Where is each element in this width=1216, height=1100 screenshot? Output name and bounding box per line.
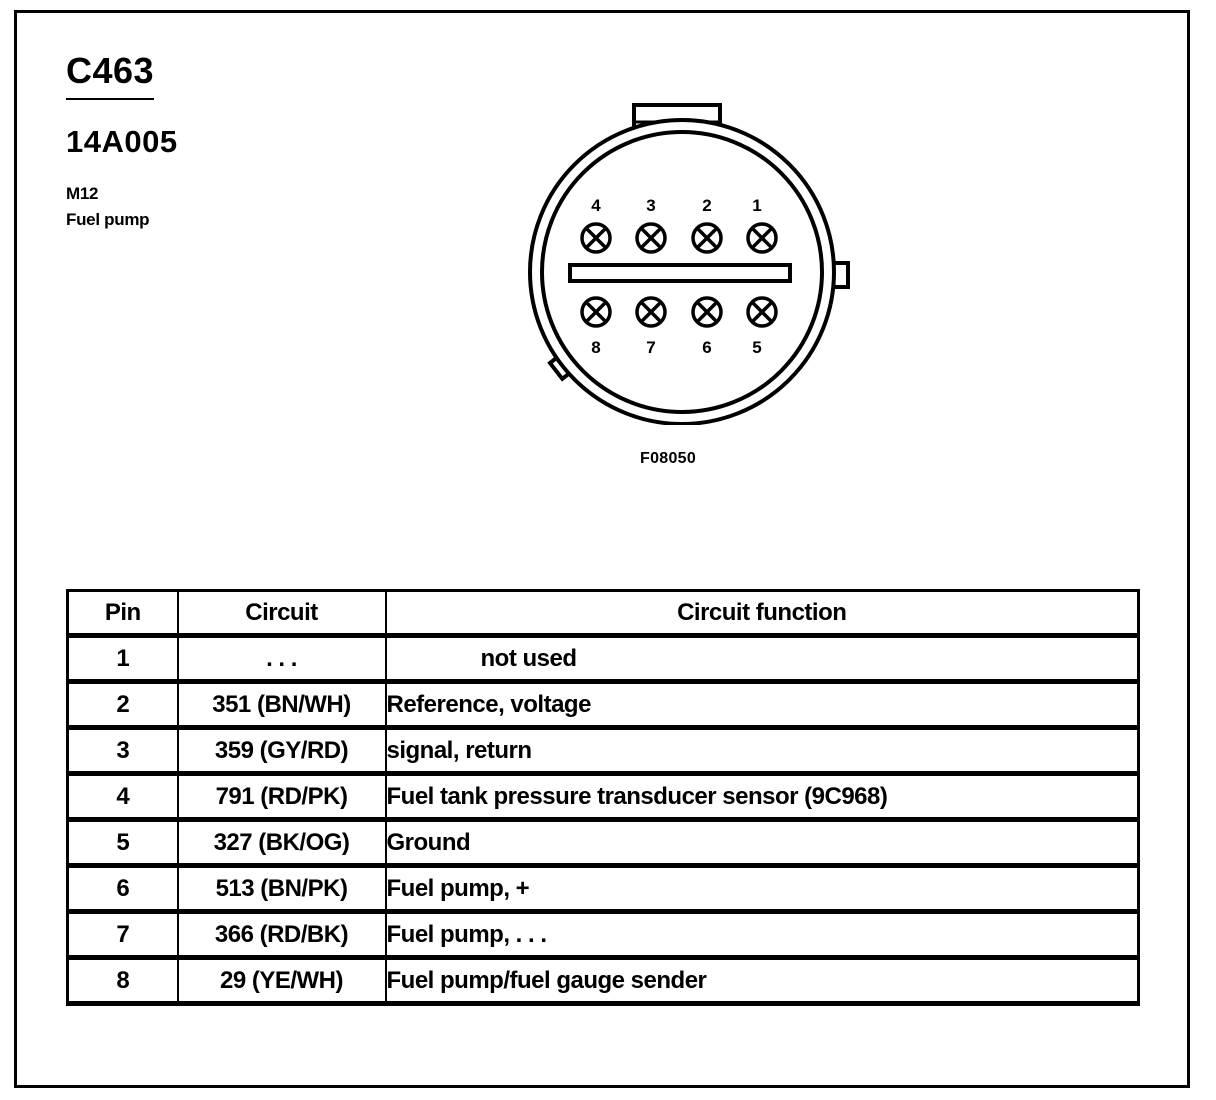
header-circuit: Circuit [178,591,386,636]
table-row [68,774,1139,820]
function-cell: Fuel pump, . . . [386,912,1139,958]
circuit-cell: . . . [178,636,386,682]
part-number: 14A005 [66,124,178,159]
pin-socket-1 [748,224,776,252]
pin-label-6: 6 [702,338,712,357]
pin-socket-4 [582,224,610,252]
circuit-cell: 351 (BN/WH) [178,682,386,728]
pin-table [66,589,1140,1006]
pin-label-2: 2 [702,196,712,215]
pin-label-8: 8 [591,338,601,357]
pin-label-4: 4 [591,196,601,215]
circuit-cell: 366 (RD/BK) [178,912,386,958]
pin-label-3: 3 [646,196,656,215]
component-name: Fuel pump [66,210,150,229]
pin-cell: 6 [68,866,178,912]
circuit-cell: 791 (RD/PK) [178,774,386,820]
function-cell: Fuel pump/fuel gauge sender [386,958,1139,1004]
pin-cell: 4 [68,774,178,820]
table-row [68,958,1139,1004]
pin-cell: 2 [68,682,178,728]
header-circuit-function: Circuit function [386,591,1139,636]
table-header-row [68,591,1139,636]
circuit-cell: 29 (YE/WH) [178,958,386,1004]
pin-socket-8 [582,298,610,326]
header-pin: Pin [68,591,178,636]
table-row [68,636,1139,682]
pin-label-7: 7 [646,338,656,357]
function-cell: not used [386,636,1139,682]
pin-cell: 5 [68,820,178,866]
table-row [68,866,1139,912]
table-row [68,728,1139,774]
pin-cell: 3 [68,728,178,774]
pin-label-5: 5 [752,338,762,357]
pin-cell: 8 [68,958,178,1004]
figure-id: F08050 [640,450,697,467]
table-row [68,820,1139,866]
pin-cell: 1 [68,636,178,682]
function-cell: signal, return [386,728,1139,774]
connector-face-diagram [520,95,860,425]
function-cell: Reference, voltage [386,682,1139,728]
connector-id: C463 [66,50,154,100]
function-cell: Fuel pump, + [386,866,1139,912]
table-row [68,912,1139,958]
pin-socket-5 [748,298,776,326]
function-cell: Fuel tank pressure transducer sensor (9C968) [386,774,1139,820]
pin-socket-3 [637,224,665,252]
pin-cell: 7 [68,912,178,958]
location-code: M12 [66,184,99,203]
circuit-cell: 513 (BN/PK) [178,866,386,912]
pin-socket-7 [637,298,665,326]
pin-socket-2 [693,224,721,252]
circuit-cell: 359 (GY/RD) [178,728,386,774]
function-cell: Ground [386,820,1139,866]
center-divider-bar [570,265,790,281]
table-row [68,682,1139,728]
pin-socket-6 [693,298,721,326]
circuit-cell: 327 (BK/OG) [178,820,386,866]
pin-label-1: 1 [752,196,762,215]
